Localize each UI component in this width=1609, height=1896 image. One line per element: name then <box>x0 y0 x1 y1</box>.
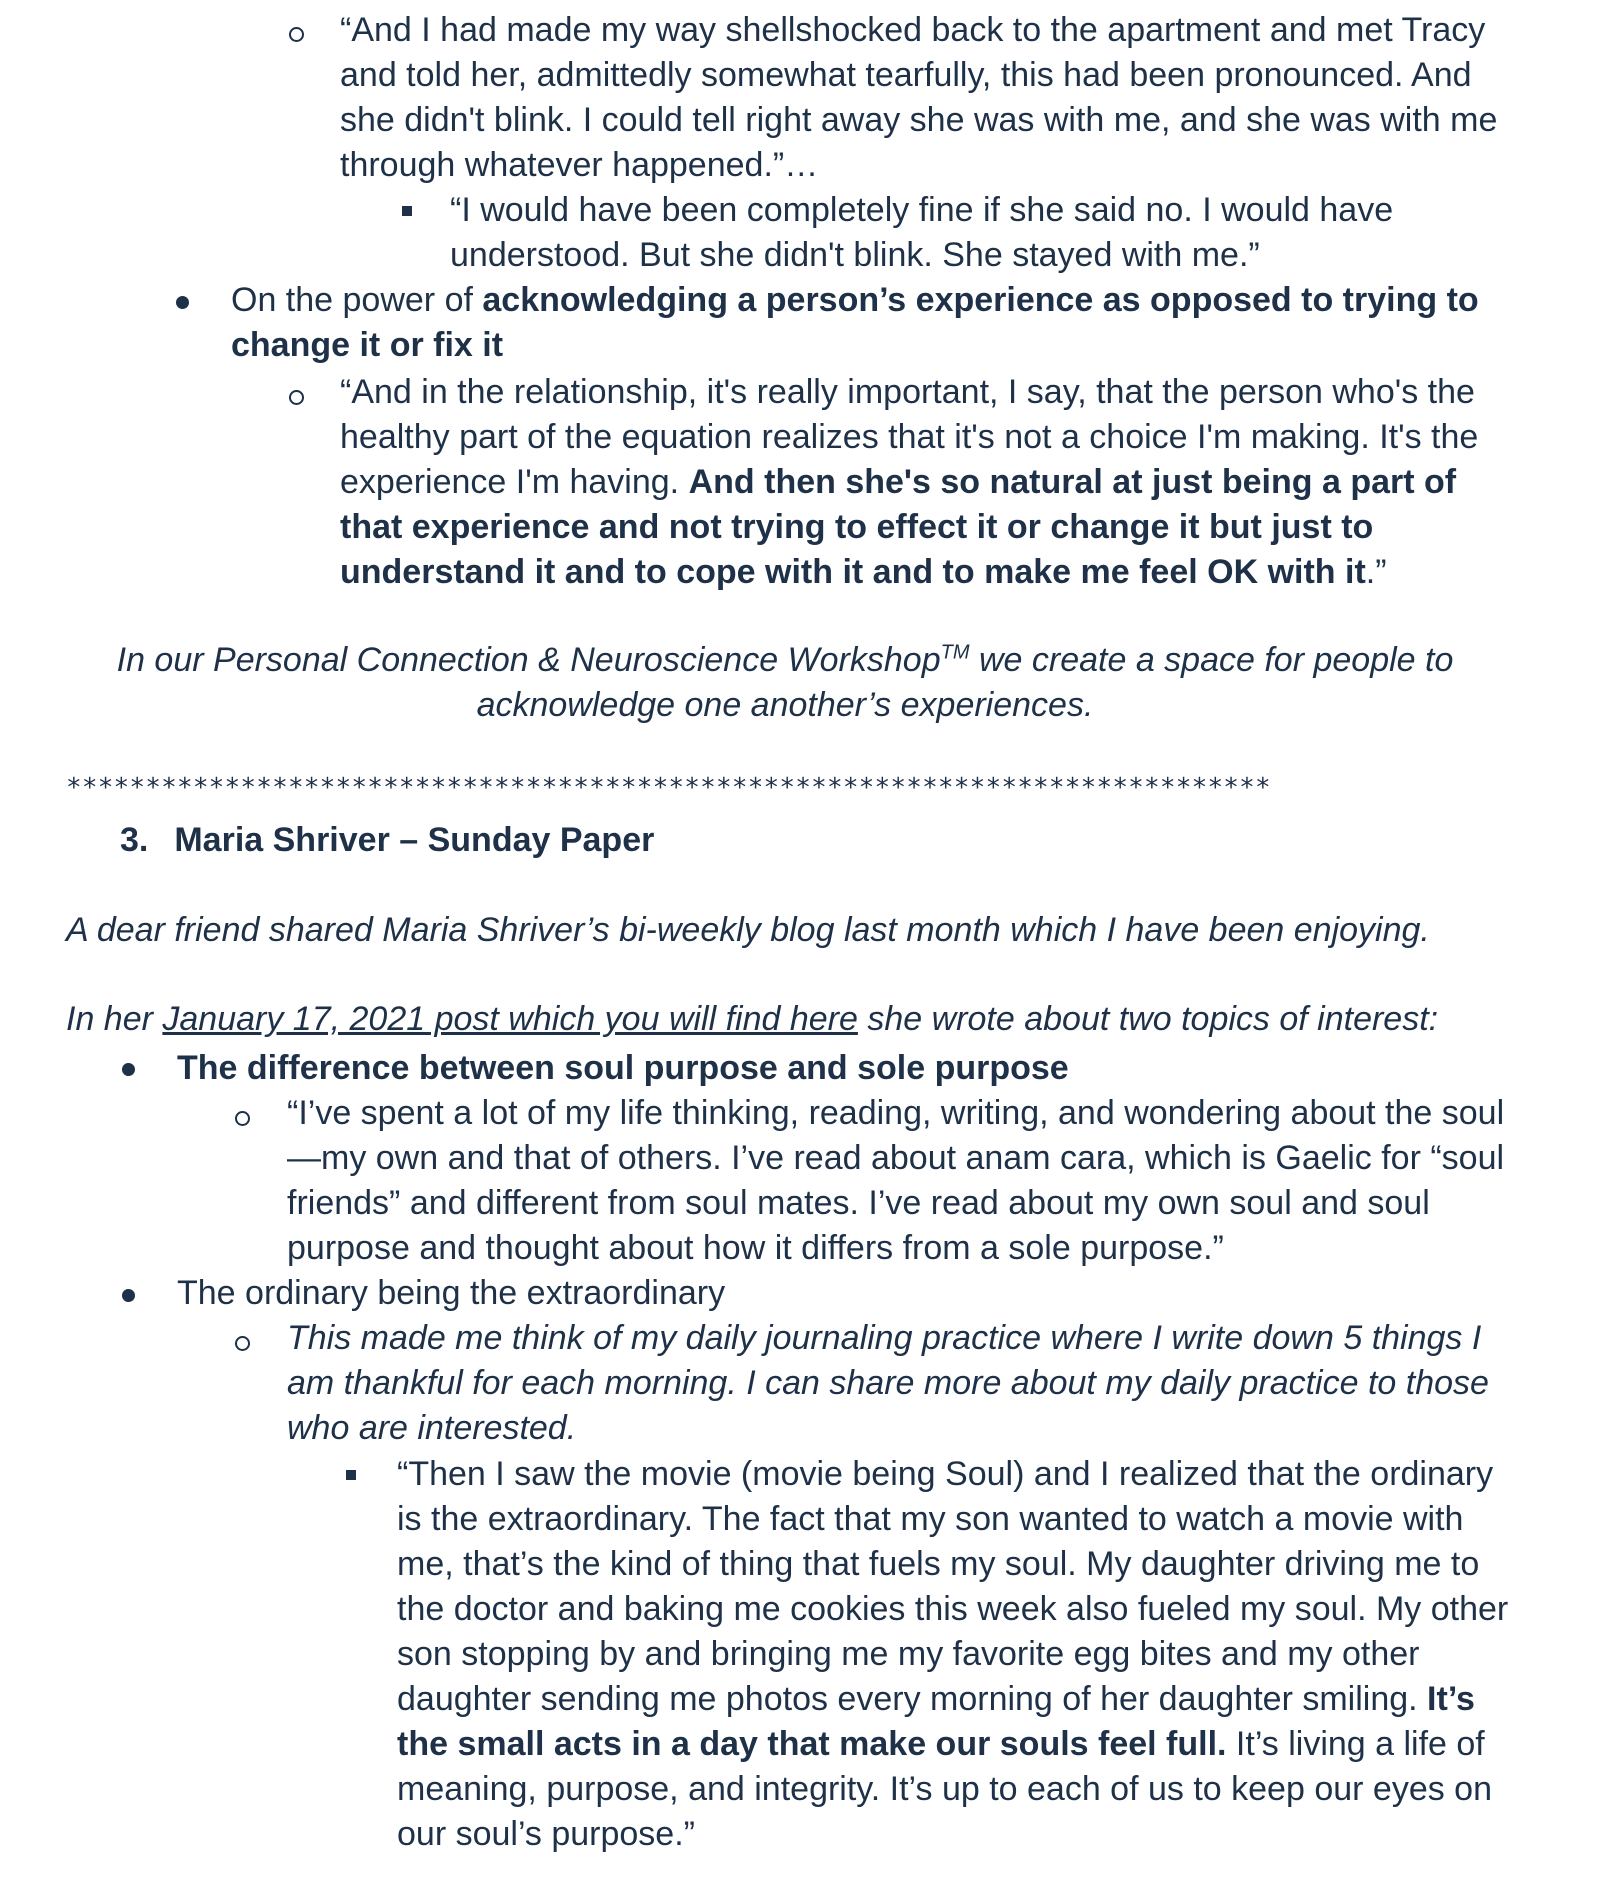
separator-line: **************************************************************************** <box>66 773 1271 803</box>
friend-line: A dear friend shared Maria Shriver’s bi-weekly blog last month which I have been enjoying. <box>66 911 1430 949</box>
circle-bullet-icon <box>235 1336 250 1351</box>
square-bullet-icon <box>346 1470 356 1480</box>
quote-movie: “Then I saw the movie (movie being Soul) and I realized that the ordinary is the extraordinary. The fact that my son wanted to watch a movie with me, that’s the kind of thing that fuels my soul. My daughter driving me to the doctor and baking me cookies this week also fueled my soul. My other son stopping by and bringing me my favorite egg bites and my other daughter sending me photos every morning of her daughter smiling. It’s the small acts in a day that make our souls feel full. It’s living a life of meaning, purpose, and integrity. It’s up to each of us to keep our eyes on our soul’s purpose.” <box>397 1455 1509 1853</box>
journal-note: This made me think of my daily journaling practice where I write down 5 things I am thankful for each morning. I can share more about my daily practice to those who are interested. <box>287 1319 1489 1447</box>
topic-ordinary: The ordinary being the extraordinary <box>177 1274 726 1312</box>
workshop-note: In our Personal Connection & Neuroscience Workshop™ we create a space for people to acknowledge one another’s experiences. <box>116 641 1454 724</box>
section-title: Maria Shriver – Sunday Paper <box>174 821 655 859</box>
post-link[interactable]: January 17, 2021 post which you will find here <box>162 1000 858 1038</box>
section-number: 3. <box>120 821 149 859</box>
power-item: On the power of acknowledging a person’s experience as opposed to trying to change it or fix it <box>231 281 1479 364</box>
circle-bullet-icon <box>289 27 304 42</box>
post-line: In her January 17, 2021 post which you will find here she wrote about two topics of interest: <box>66 1000 1439 1038</box>
disc-bullet-icon <box>122 1063 135 1076</box>
circle-bullet-icon <box>235 1111 250 1126</box>
quote-tracy: “And I had made my way shellshocked back to the apartment and met Tracy and told her, admittedly somewhat tearfully, this had been pronounced. And she didn't blink. I could tell right away she was with me, and she was with me through whatever happened.”… <box>340 11 1498 184</box>
disc-bullet-icon <box>176 296 189 309</box>
quote-fine: “I would have been completely fine if she said no. I would have understood. But she didn't blink. She stayed with me.” <box>450 191 1394 274</box>
quote-relationship: “And in the relationship, it's really important, I say, that the person who's the healthy part of the equation realizes that it's not a choice I'm making. It's the experience I'm having. And then she's so natural at just being a part of that experience and not trying to effect it or change it but just to understand it and to cope with it and to make me feel OK with it.” <box>340 373 1479 591</box>
disc-bullet-icon <box>122 1289 135 1302</box>
topic-soul-purpose: The difference between soul purpose and sole purpose <box>177 1049 1069 1087</box>
quote-soul: “I’ve spent a lot of my life thinking, reading, writing, and wondering about the soul—my own and that of others. I’ve read about anam cara, which is Gaelic for “soul friends” and different from soul mates. I’ve read about my own soul and soul purpose and thought about how it differs from a sole purpose.” <box>287 1094 1505 1267</box>
circle-bullet-icon <box>289 390 304 405</box>
square-bullet-icon <box>402 206 412 216</box>
section-heading <box>120 818 1420 863</box>
